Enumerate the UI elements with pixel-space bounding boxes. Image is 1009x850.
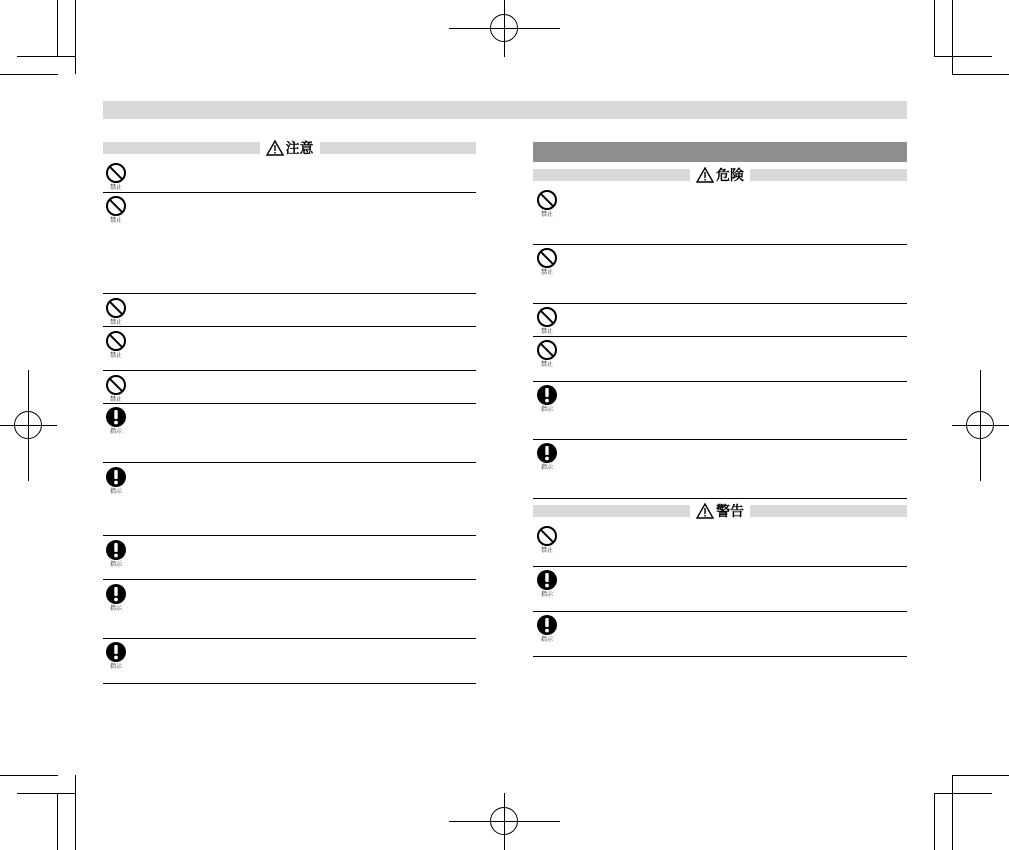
row-divider: [533, 381, 907, 382]
caution-item-4-icon: [105, 330, 127, 359]
caution-item-10-icon: [105, 641, 127, 670]
row-divider: [533, 656, 907, 657]
caution-item-1-icon: [105, 162, 127, 191]
prohibition-icon: [105, 162, 127, 184]
caution-item-7-icon: [105, 466, 127, 495]
instruction-exclamation-icon: [536, 569, 558, 591]
row-divider: [533, 244, 907, 245]
row-divider: [103, 192, 476, 193]
prohibition-icon: [536, 189, 558, 211]
icon-caption: 禁止: [540, 269, 553, 276]
warning-triangle-icon: [696, 503, 714, 519]
icon-caption: 指示: [540, 636, 553, 643]
caution-item-3-icon: [105, 297, 127, 326]
row-divider: [533, 498, 907, 499]
instruction-exclamation-icon: [105, 539, 127, 561]
prohibition-icon: [105, 297, 127, 319]
row-divider: [533, 439, 907, 440]
prohibition-icon: [105, 374, 127, 396]
prohibition-icon: [536, 247, 558, 269]
row-divider: [103, 462, 476, 463]
instruction-exclamation-icon: [105, 466, 127, 488]
caution-item-5-icon: [105, 374, 127, 403]
caution-item-6-icon: [105, 406, 127, 435]
icon-caption: 指示: [109, 605, 122, 612]
row-divider: [533, 611, 907, 612]
row-divider: [103, 683, 476, 684]
warning-triangle-icon: [696, 167, 714, 183]
prohibition-icon: [536, 339, 558, 361]
icon-caption: 指示: [109, 663, 122, 670]
danger-item-5-icon: [536, 384, 558, 413]
icon-caption: 指示: [109, 488, 122, 495]
icon-caption: 禁止: [109, 217, 122, 224]
danger-item-1-icon: [536, 189, 558, 218]
danger-item-3-icon: [536, 306, 558, 335]
caution-label: 注意: [285, 141, 314, 157]
icon-caption: 禁止: [540, 361, 553, 368]
row-divider: [103, 579, 476, 580]
row-divider: [533, 336, 907, 337]
icon-caption: 禁止: [540, 547, 553, 554]
icon-caption: 指示: [109, 428, 122, 435]
caution-item-2-icon: [105, 195, 127, 224]
caution-item-8-icon: [105, 539, 127, 568]
instruction-exclamation-icon: [105, 641, 127, 663]
row-divider: [103, 535, 476, 536]
danger-bar: [533, 168, 907, 184]
icon-caption: 禁止: [540, 211, 553, 218]
prohibition-icon: [105, 330, 127, 352]
danger-label: 危険: [716, 168, 744, 184]
row-divider: [103, 326, 476, 327]
warning-label: 警告: [716, 504, 744, 520]
prohibition-icon: [536, 306, 558, 328]
instruction-exclamation-icon: [536, 442, 558, 464]
row-divider: [103, 638, 476, 639]
caution-bar: [103, 141, 476, 157]
row-divider: [533, 303, 907, 304]
row-divider: [103, 403, 476, 404]
row-divider: [103, 293, 476, 294]
row-divider: [103, 370, 476, 371]
danger-item-2-icon: [536, 247, 558, 276]
instruction-exclamation-icon: [536, 384, 558, 406]
icon-caption: 禁止: [109, 396, 122, 403]
icon-caption: 指示: [540, 406, 553, 413]
warning-item-3-icon: [536, 614, 558, 643]
caution-item-9-icon: [105, 583, 127, 612]
icon-caption: 指示: [540, 591, 553, 598]
icon-caption: 指示: [109, 561, 122, 568]
warning-item-1-icon: [536, 525, 558, 554]
warning-item-2-icon: [536, 569, 558, 598]
icon-caption: 禁止: [540, 328, 553, 335]
row-divider: [533, 566, 907, 567]
warning-bar: [533, 504, 907, 520]
instruction-exclamation-icon: [105, 583, 127, 605]
danger-item-4-icon: [536, 339, 558, 368]
prohibition-icon: [536, 525, 558, 547]
header-band: [103, 101, 907, 119]
warning-triangle-icon: [266, 140, 284, 156]
icon-caption: 禁止: [109, 184, 122, 191]
icon-caption: 指示: [540, 464, 553, 471]
section-header-band: [533, 142, 907, 162]
prohibition-icon: [105, 195, 127, 217]
icon-caption: 禁止: [109, 352, 122, 359]
instruction-exclamation-icon: [105, 406, 127, 428]
instruction-exclamation-icon: [536, 614, 558, 636]
danger-item-6-icon: [536, 442, 558, 471]
icon-caption: 禁止: [109, 319, 122, 326]
